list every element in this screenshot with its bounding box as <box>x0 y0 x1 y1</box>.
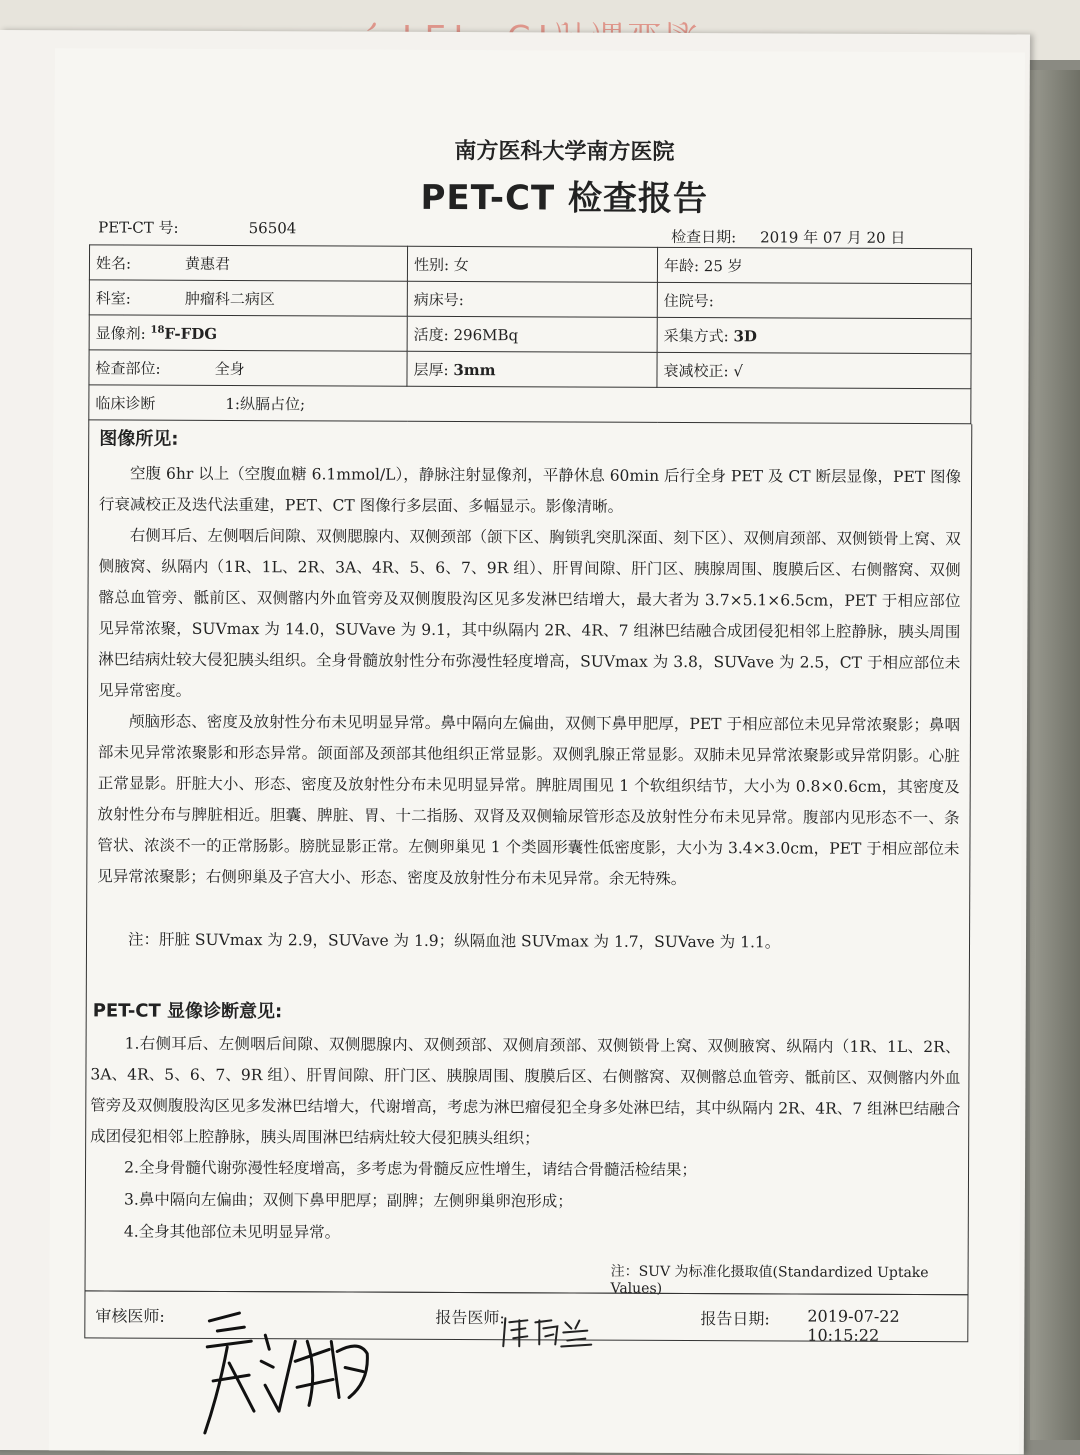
reporter-label: 报告医师: <box>435 1305 505 1328</box>
diagnosis-heading: PET-CT 显像诊断意见: <box>93 996 283 1023</box>
exam-date-value: 2019 年 07 月 20 日 <box>760 228 905 247</box>
info-row <box>89 350 971 389</box>
age-label: 年龄: <box>664 256 699 274</box>
dept-label: 科室: <box>96 289 131 307</box>
info-row <box>89 385 971 424</box>
atten-cell <box>657 352 971 388</box>
acq-value: 3D <box>733 327 757 345</box>
sex-cell <box>407 246 657 282</box>
findings-note: 注：肝脏 SUVmax 为 2.9，SUVave 为 1.9；纵隔血池 SUVmax 为 1.7，SUVave 为 1.1。 <box>97 924 959 959</box>
slice-value: 3mm <box>453 360 495 378</box>
pet-no-label: PET-CT 号: <box>98 218 179 236</box>
acq-cell <box>657 317 971 353</box>
activity-value: 296MBq <box>453 325 518 343</box>
atten-value: √ <box>733 362 743 380</box>
region-cell <box>89 350 407 386</box>
clinical-label: 临床诊断 <box>95 394 155 412</box>
report-date-value: 2019-07-22 10:15:22 <box>807 1307 967 1346</box>
pet-no-value: 56504 <box>249 219 297 237</box>
pet-ct-number <box>98 216 296 238</box>
reporter-signature <box>499 1312 599 1352</box>
region-value: 全身 <box>215 359 245 377</box>
patient-info-table <box>88 244 972 424</box>
findings-paragraph-3: 颅脑形态、密度及放射性分布未见明显异常。鼻中隔向左偏曲，双侧下鼻甲肥厚，PET 于相应部位未见异常浓聚影；鼻咽部未见异常浓聚影和形态异常。颌面部及颈部其他组织正常显影。双侧乳腺正常显影。双肺未见异常浓聚影或异常阴影。心脏正常显影。肝脏大小、形态、密度及放射性分布未见明显异常。脾脏周围见 1 个软组织结节，大小为 0.8×0.6cm，其密度及放射性分布与脾脏相近。胆囊、脾脏、胃、十二指肠、双肾及双侧输尿管形态及放射性分布未见异常。腹部内见形态不一、条管状、浓淡不一的正常肠影。膀胱显影正常。左侧卵巢见 1 个类圆形囊性低密度影，大小为 3.4×3.0cm，PET 于相应部位未见异常浓聚影；右侧卵巢及子宫大小、形态、密度及放射性分布未见异常。余无特殊。 <box>97 706 960 896</box>
agent-isotope: 18 <box>151 324 165 335</box>
activity-cell <box>407 316 657 352</box>
dept-cell <box>89 280 407 316</box>
exam-date-label: 检查日期: <box>671 228 736 246</box>
name-value: 黄惠君 <box>185 254 230 272</box>
info-row <box>89 280 971 319</box>
dept-value: 肿瘤科二病区 <box>185 289 275 307</box>
findings-heading: 图像所见: <box>99 424 178 450</box>
diagnosis-item-2: 2.全身骨髓代谢弥漫性轻度增高，多考虑为骨髓反应性增生，请结合骨髓活检结果； <box>90 1152 960 1187</box>
agent-value: F-FDG <box>164 324 217 342</box>
age-value: 25 岁 <box>704 257 743 275</box>
report-paper <box>0 30 1030 1454</box>
background-surface <box>1030 70 1080 1440</box>
slice-cell <box>407 351 657 387</box>
info-row <box>89 315 971 354</box>
report-sheet <box>49 48 1025 1454</box>
sex-label: 性别: <box>414 255 449 273</box>
report-title: PET-CT 检查报告 <box>54 168 1074 221</box>
bed-cell <box>407 281 657 317</box>
findings-paragraph-2: 右侧耳后、左侧咽后间隙、双侧腮腺内、双侧颈部（颌下区、胸锁乳突肌深面、刻下区）、双侧肩颈部、双侧锁骨上窝、双侧腋窝、纵隔内（1R、1L、2R、3A、4R、5、6、7、9R 组）、肝胃间隙、肝门区、胰腺周围、腹膜后区、右侧髂窝、双侧髂总血管旁、骶前区、双侧髂内外血管旁及双侧腹股沟区见多发淋巴结增大，最大者为 3.7×5.1×6.5cm，PET 于相应部位见异常浓聚，SUVmax 为 14.0，SUVave 为 9.1，其中纵隔内 2R、4R、7 组淋巴结融合成团侵犯相邻上腔静脉，胰头周围淋巴结病灶较大侵犯胰头组织。全身骨髓放射性分布弥漫性轻度增高，SUVmax 为 3.8，SUVave 为 2.5，CT 于相应部位未见异常密度。 <box>98 520 961 710</box>
bed-label: 病床号: <box>414 290 464 308</box>
suv-note: 注：SUV 为标准化摄取值(Standardized Uptake Values) <box>610 1261 967 1299</box>
findings-paragraph-1: 空腹 6hr 以上（空腹血糖 6.1mmol/L），静脉注射显像剂，平静休息 60min 后行全身 PET 及 CT 断层显像，PET 图像行衰减校正及迭代法重建，PET、CT 图像行多层面、多幅显示。影像清晰。 <box>99 458 961 524</box>
info-row <box>89 245 971 284</box>
atten-label: 衰减校正: <box>663 361 728 379</box>
hospital-name: 南方医科大学南方医院 <box>54 132 1074 167</box>
slice-label: 层厚: <box>413 360 448 378</box>
reviewer-label: 审核医师: <box>95 1303 165 1326</box>
name-cell <box>89 245 407 281</box>
diagnosis-item-3: 3.鼻中隔向左偏曲；双侧下鼻甲肥厚；副脾；左侧卵巢卵泡形成； <box>90 1184 960 1219</box>
report-date-label: 报告日期: <box>700 1306 770 1329</box>
exam-date <box>671 226 905 248</box>
findings-box <box>84 420 972 1295</box>
acq-label: 采集方式: <box>664 326 729 344</box>
agent-label: 显像剂: <box>96 324 146 342</box>
inpatient-label: 住院号: <box>664 291 714 309</box>
clinical-value: 1:纵膈占位; <box>225 394 305 412</box>
region-label: 检查部位: <box>95 359 160 377</box>
reviewer-signature <box>199 1301 380 1442</box>
diagnosis-item-1: 1.右侧耳后、左侧咽后间隙、双侧腮腺内、双侧颈部、双侧肩颈部、双侧锁骨上窝、双侧腋窝、纵隔内（1R、1L、2R、3A、4R、5、6、7、9R 组）、肝胃间隙、肝门区、胰腺周围、腹膜后区、右侧髂窝、双侧髂总血管旁、骶前区、双侧髂内外血管旁及双侧腹股沟区见多发淋巴结增大，代谢增高，考虑为淋巴瘤侵犯全身多处淋巴结，其中纵隔内 2R、4R、7 组淋巴结融合成团侵犯相邻上腔静脉，胰头周围淋巴结病灶较大侵犯胰头组织； <box>90 1028 961 1156</box>
age-cell <box>657 247 971 283</box>
activity-label: 活度: <box>414 325 449 343</box>
agent-cell <box>89 315 407 351</box>
diagnosis-item-4: 4.全身其他部位未见明显异常。 <box>90 1216 960 1251</box>
name-label: 姓名: <box>96 254 131 272</box>
sex-value: 女 <box>454 255 469 273</box>
clinical-cell <box>89 385 971 424</box>
inpatient-cell <box>657 282 971 318</box>
